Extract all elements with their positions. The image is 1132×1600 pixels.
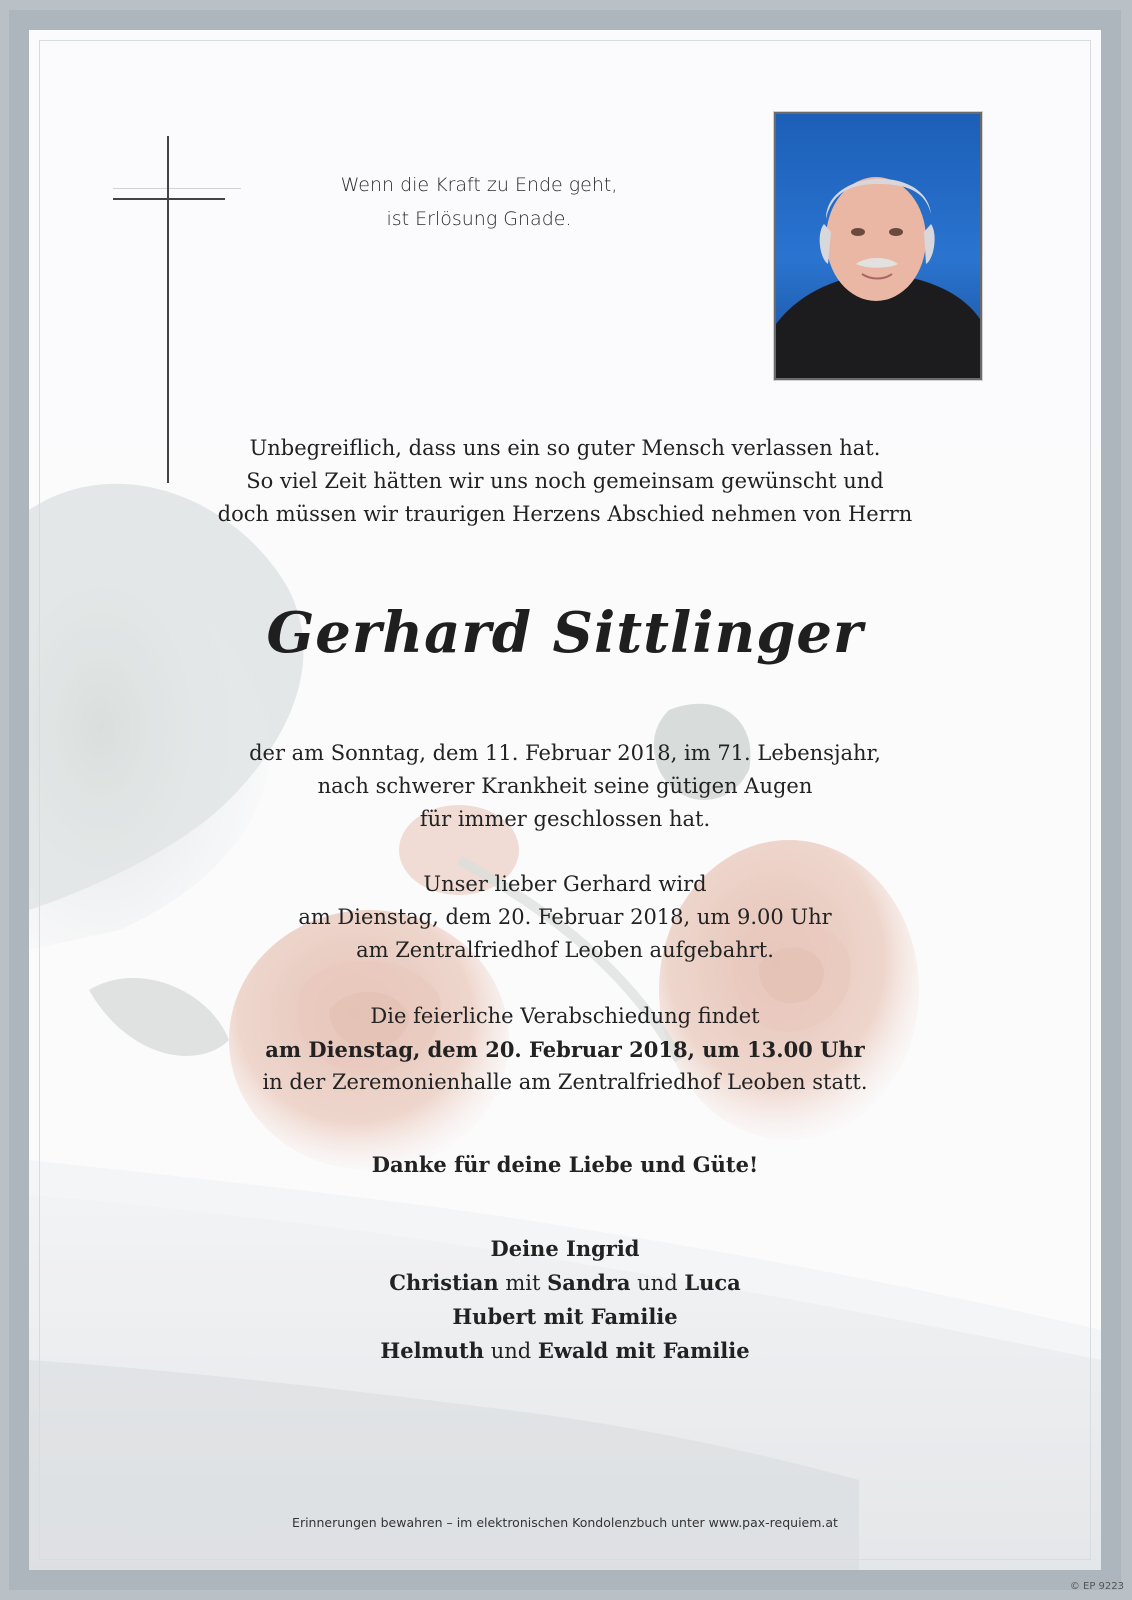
wake-line: am Dienstag, dem 20. Februar 2018, um 9.00 Uhr bbox=[298, 905, 832, 929]
intro-line: Unbegreiflich, dass uns ein so guter Mensch verlassen hat. bbox=[249, 436, 881, 460]
family-signatures bbox=[29, 1232, 1101, 1368]
death-line: nach schwerer Krankheit seine gütigen Augen bbox=[317, 774, 813, 798]
family-line bbox=[29, 1266, 1101, 1300]
family-member: Deine Ingrid bbox=[490, 1236, 640, 1261]
family-member: Ewald mit Familie bbox=[537, 1338, 750, 1363]
death-line: für immer geschlossen hat. bbox=[419, 807, 711, 831]
funeral-line: Die feierliche Verabschiedung findet bbox=[370, 1004, 760, 1028]
family-line bbox=[29, 1300, 1101, 1334]
family-connector: und bbox=[484, 1339, 538, 1363]
intro-line: So viel Zeit hätten wir uns noch gemeinsam gewünscht und bbox=[246, 469, 884, 493]
intro-text bbox=[29, 432, 1101, 531]
intro-line: doch müssen wir traurigen Herzens Abschied nehmen von Herrn bbox=[217, 502, 913, 526]
family-line bbox=[29, 1232, 1101, 1266]
wake-line: am Zentralfriedhof Leoben aufgebahrt. bbox=[356, 938, 774, 962]
card-frame bbox=[9, 10, 1121, 1590]
quote-line: ist Erlösung Gnade. bbox=[386, 208, 572, 230]
family-member: Luca bbox=[684, 1270, 741, 1295]
quote bbox=[289, 168, 669, 236]
quote-line: Wenn die Kraft zu Ende geht, bbox=[340, 174, 618, 196]
copyright-code: © EP 9223 bbox=[1069, 1581, 1124, 1592]
family-member: Hubert mit Familie bbox=[452, 1304, 678, 1329]
portrait-photo bbox=[774, 112, 982, 380]
wake-line: Unser lieber Gerhard wird bbox=[423, 872, 707, 896]
family-connector: mit bbox=[498, 1271, 548, 1295]
family-line bbox=[29, 1334, 1101, 1368]
family-member: Helmuth bbox=[380, 1338, 485, 1363]
death-notice bbox=[29, 737, 1101, 836]
family-member: Christian bbox=[389, 1270, 499, 1295]
funeral-line: in der Zeremonienhalle am Zentralfriedhof Leoben statt. bbox=[262, 1070, 868, 1094]
funeral-notice bbox=[29, 1000, 1101, 1099]
obituary-card bbox=[29, 30, 1101, 1570]
footer-condolence-link: Erinnerungen bewahren – im elektronischen Kondolenzbuch unter www.pax-requiem.at bbox=[292, 1515, 838, 1530]
funeral-date-line: am Dienstag, dem 20. Februar 2018, um 13.00 Uhr bbox=[265, 1037, 865, 1062]
portrait-person bbox=[776, 114, 980, 378]
cross-shadow bbox=[113, 188, 241, 189]
family-member: Sandra bbox=[547, 1270, 631, 1295]
cross-icon bbox=[167, 136, 169, 483]
wake-notice bbox=[29, 868, 1101, 967]
deceased-name: Gerhard Sittlinger bbox=[266, 600, 864, 666]
cross-bar bbox=[113, 198, 225, 200]
death-line: der am Sonntag, dem 11. Februar 2018, im 71. Lebensjahr, bbox=[249, 741, 881, 765]
family-connector: und bbox=[630, 1271, 685, 1295]
thanks-line: Danke für deine Liebe und Güte! bbox=[371, 1152, 759, 1177]
